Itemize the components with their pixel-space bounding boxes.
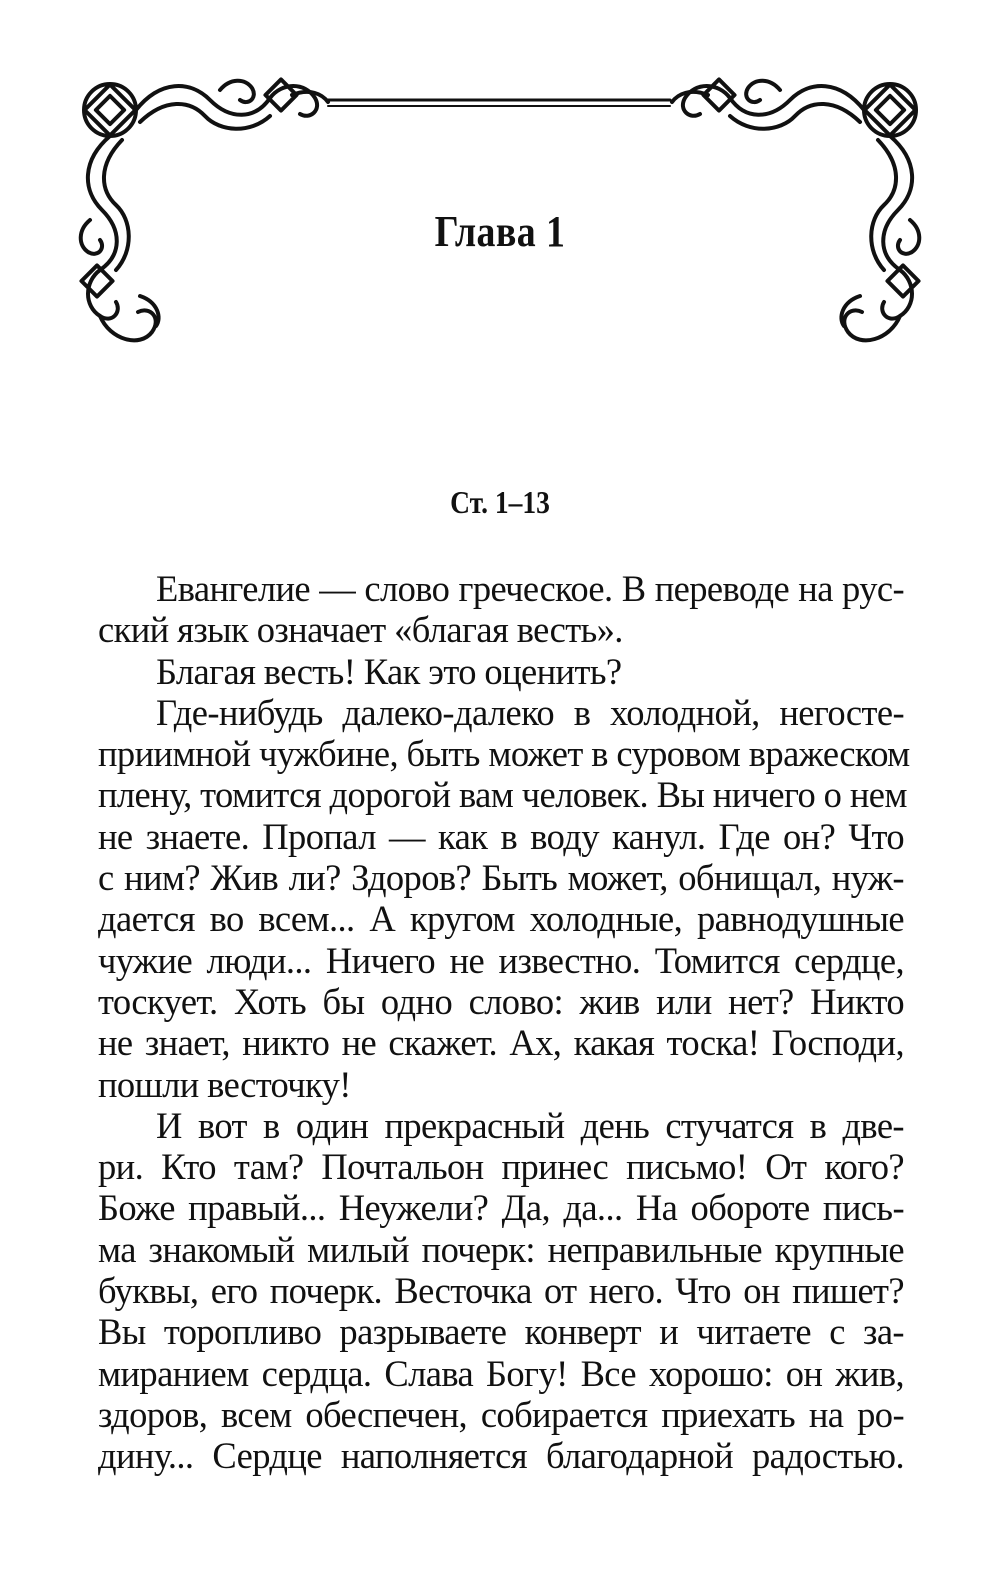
text-line: ма знакомый милый почерк: неправильные крупные xyxy=(98,1228,904,1270)
text-line: буквы, его почерк. Весточка от него. Что он пишет? xyxy=(98,1270,904,1312)
text-line: дину... Сердце наполняется благодарной радостью. xyxy=(98,1435,904,1477)
text-line: приимной чужбине, быть может в суровом вражеском xyxy=(98,733,910,775)
verse-reference: Ст. 1–13 xyxy=(450,484,550,520)
text-line: не знаете. Пропал — как в воду канул. Где он? Что xyxy=(98,815,904,857)
text-line: здоров, всем обеспечен, собирается приехать на ро- xyxy=(98,1393,904,1435)
chapter-title: Глава 1 xyxy=(434,207,566,256)
text-line: с ним? Жив ли? Здоров? Быть может, обнищал, нуж- xyxy=(98,857,904,899)
text-line: Вы торопливо разрываете конверт и читаете с за- xyxy=(98,1311,904,1353)
text-line: не знает, никто не скажет. Ах, какая тоска! Господи, xyxy=(98,1022,904,1064)
body-text xyxy=(98,568,910,1477)
text-line: ри. Кто там? Почтальон принес письмо! От кого? xyxy=(98,1146,904,1188)
text-line: Евангелие — слово греческое. В переводе на рус- xyxy=(156,568,904,609)
text-line: Благая весть! Как это оценить? xyxy=(156,650,622,692)
text-line: Где-нибудь далеко-далеко в холодной, негосте- xyxy=(156,691,904,733)
text-line: дается во всем... А кругом холодные, равнодушные xyxy=(98,898,904,940)
text-line: пошли весточку! xyxy=(98,1063,351,1105)
text-line: тоскует. Хоть бы одно слово: жив или нет? Никто xyxy=(98,980,904,1022)
text-line: плену, томится дорогой вам человек. Вы ничего о нем xyxy=(98,774,907,816)
text-line: чужие люди... Ничего не известно. Томится сердце, xyxy=(98,939,904,981)
text-line: миранием сердца. Слава Богу! Все хорошо: он жив, xyxy=(98,1352,904,1394)
text-line: ский язык означает «благая весть». xyxy=(98,609,623,651)
text-line: И вот в один прекрасный день стучатся в две- xyxy=(156,1104,904,1146)
text-line: Боже правый... Неужели? Да, да... На обороте пись- xyxy=(98,1187,904,1229)
